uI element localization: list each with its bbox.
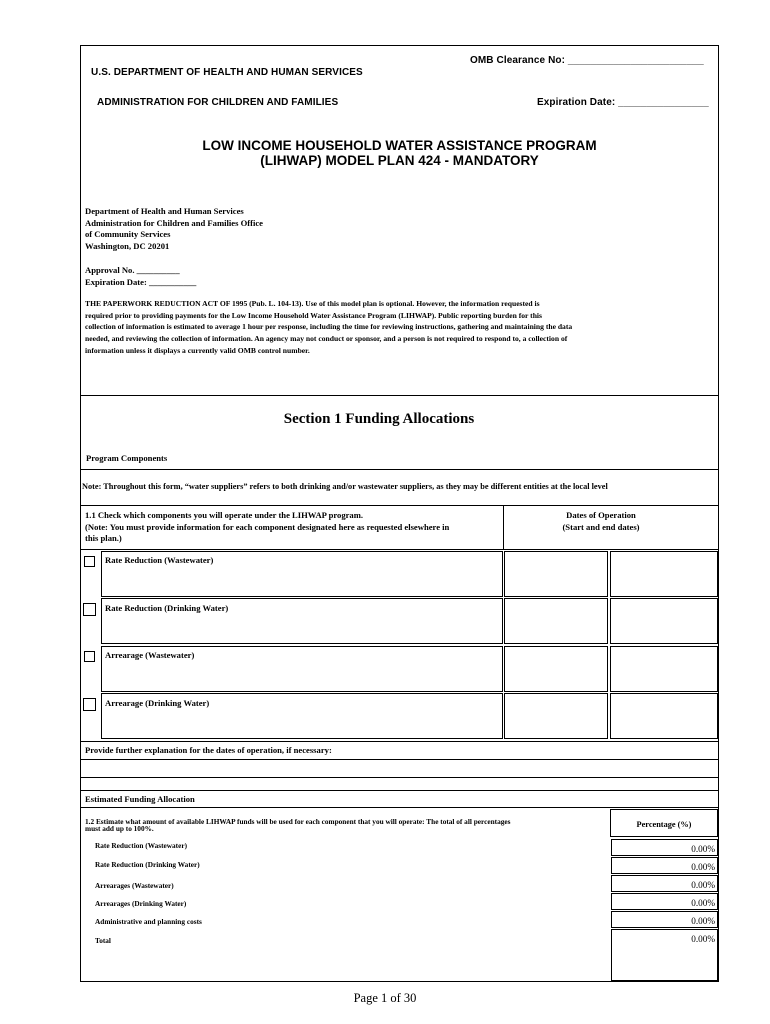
question-1-2 (85, 817, 510, 833)
allocation-label: Arrearages (Drinking Water) (95, 899, 187, 908)
checkbox-arrearage-wastewater[interactable] (84, 651, 95, 662)
checkbox-arrearage-drinking-water[interactable] (83, 698, 96, 711)
address-line1: Department of Health and Human Services (85, 206, 244, 216)
question-1-1 (85, 510, 449, 545)
end-date-field[interactable] (610, 551, 718, 597)
question-1-2-line: 1.2 Estimate what amount of available LIHWAP funds will be used for each component that you will operate: The total of all percentages (85, 817, 511, 826)
divider (80, 549, 719, 550)
allocation-percent-field[interactable]: 0.00% (611, 839, 718, 856)
start-date-field[interactable] (504, 693, 608, 739)
address-line3: of Community Services (85, 229, 171, 239)
total-percent-field: 0.00% (611, 929, 718, 981)
address-line4: Washington, DC 20201 (85, 241, 170, 251)
question-1-1-line: 1.1 Check which components you will operate under the LIHWAP program. (85, 510, 364, 520)
start-date-field[interactable] (504, 551, 608, 597)
end-date-field[interactable] (610, 693, 718, 739)
paperwork-line: needed, and reviewing the collection of information. An agency may not conduct or sponsor, and a person is not required to respond to, a collection of (85, 334, 568, 344)
form-title-line1: LOW INCOME HOUSEHOLD WATER ASSISTANCE PROGRAM (202, 138, 597, 153)
section-divider (80, 395, 719, 396)
omb-clearance-field[interactable]: OMB Clearance No: ________________________ (470, 55, 704, 66)
allocation-label: Arrearages (Wastewater) (95, 881, 174, 890)
expiration-date-field[interactable]: Expiration Date: ________________ (537, 97, 709, 108)
end-date-field[interactable] (610, 646, 718, 692)
component-label: Rate Reduction (Drinking Water) (105, 603, 229, 613)
department-name: U.S. DEPARTMENT OF HEALTH AND HUMAN SERVICES (91, 67, 363, 78)
allocation-label: Rate Reduction (Wastewater) (95, 841, 187, 850)
divider (80, 505, 719, 506)
address-line2: Administration for Children and Families Office (85, 218, 264, 228)
allocation-percent-field[interactable]: 0.00% (611, 893, 718, 910)
paperwork-line: collection of information is estimated to average 1 hour per response, including the time for reviewing instructions, gathering and maintaining the data (85, 322, 573, 332)
allocation-label: Rate Reduction (Drinking Water) (95, 860, 200, 869)
percentage-header: Percentage (%) (610, 809, 718, 837)
dates-header-line: Dates of Operation (566, 510, 636, 520)
start-date-field[interactable] (504, 598, 608, 644)
form-title-line2: (LIHWAP) MODEL PLAN 424 - MANDATORY (260, 153, 539, 168)
allocation-percent-field[interactable]: 0.00% (611, 857, 718, 874)
approval-expiration: Expiration Date: ___________ (85, 277, 197, 287)
component-label: Rate Reduction (Wastewater) (105, 555, 214, 565)
divider (80, 807, 719, 808)
dates-header-line: (Start and end dates) (562, 521, 640, 532)
approval-number: Approval No. __________ (85, 265, 180, 275)
divider (80, 790, 719, 791)
allocation-percent-field[interactable]: 0.00% (611, 911, 718, 928)
allocation-label: Administrative and planning costs (95, 917, 202, 926)
program-components-label: Program Components (86, 453, 168, 463)
question-1-1-line: (Note: You must provide information for each component designated here as requested elsewhere in (85, 521, 450, 532)
page-number: Page 1 of 30 (353, 991, 417, 1005)
component-label: Arrearage (Drinking Water) (105, 698, 210, 708)
checkbox-rate-reduction-wastewater[interactable] (84, 556, 95, 567)
divider (80, 469, 719, 470)
checkbox-rate-reduction-drinking-water[interactable] (83, 603, 96, 616)
paperwork-notice (85, 298, 717, 357)
divider (80, 741, 719, 742)
water-suppliers-note: Note: Throughout this form, “water suppliers” refers to both drinking and/or wastewater suppliers, as they may be different entities at the local level (82, 482, 608, 491)
estimated-funding-label: Estimated Funding Allocation (85, 794, 195, 804)
paperwork-line: THE PAPERWORK REDUCTION ACT OF 1995 (Pub. L. 104-13). Use of this model plan is optional. However, the information requested is (85, 299, 540, 308)
question-1-2-line: must add up to 100%. (85, 824, 154, 833)
section-title: Section 1 Funding Allocations (283, 411, 475, 427)
start-date-field[interactable] (504, 646, 608, 692)
allocation-label-total: Total (95, 936, 111, 945)
dates-of-operation-header (503, 510, 699, 533)
end-date-field[interactable] (610, 598, 718, 644)
allocation-percent-field[interactable]: 0.00% (611, 875, 718, 892)
question-1-1-line: this plan.) (85, 533, 122, 543)
administration-name: ADMINISTRATION FOR CHILDREN AND FAMILIES (97, 97, 339, 108)
paperwork-line: required prior to providing payments for the Low Income Household Water Assistance Program (LIHWAP). Public reporting burden for this (85, 310, 542, 320)
further-explanation-label: Provide further explanation for the dates of operation, if necessary: (85, 745, 332, 755)
component-label: Arrearage (Wastewater) (105, 650, 195, 660)
paperwork-line: information unless it displays a currently valid OMB control number. (85, 345, 310, 355)
further-explanation-field[interactable] (80, 759, 719, 778)
